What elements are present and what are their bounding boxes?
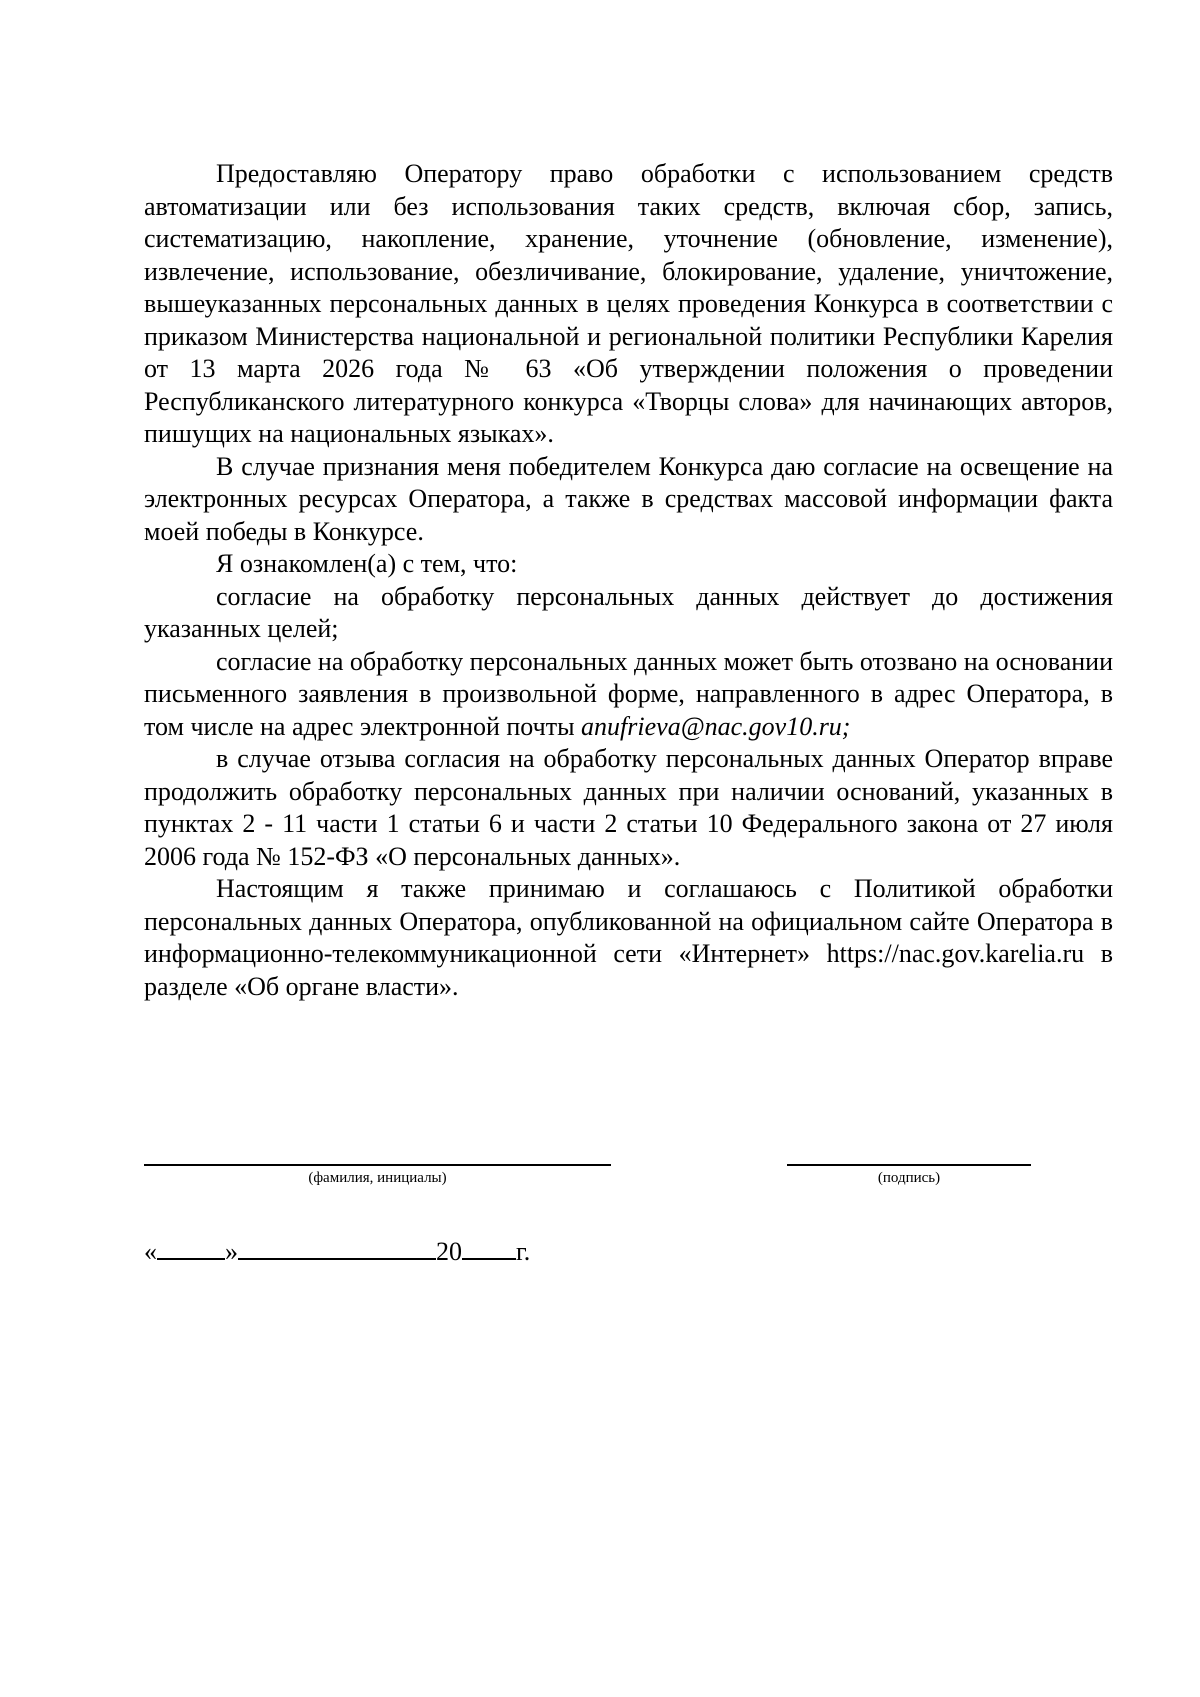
paragraph-after-revocation: в случае отзыва согласия на обработку персональных данных Оператор вправе продолжить обработку персональных данных при наличии оснований, указанных в пунктах 2 - 11 части 1 статьи 6 и части 2 статьи 10 Федерального закона от 27 июля 2006 года № 152-ФЗ «О персональных данных». [144, 744, 1113, 871]
paragraph-winner-publicity: В случае признания меня победителем Конкурса даю согласие на освещение на электронных ресурсах Оператора, а также в средствах массовой информации факта моей победы в Конкурсе. [144, 451, 1113, 546]
paragraph-validity: согласие на обработку персональных данных действует до достижения указанных целей; [144, 581, 1113, 643]
signature-caption: (подпись) [877, 1170, 941, 1186]
name-caption: (фамилия, инициалы) [308, 1170, 447, 1186]
name-signature-line [144, 1164, 611, 1166]
month-blank [238, 1232, 436, 1260]
day-blank [157, 1232, 225, 1260]
signature-line [787, 1164, 1031, 1166]
consent-body [144, 158, 1113, 1003]
year-prefix: 20 [436, 1237, 462, 1266]
paragraph-revocation [144, 646, 1113, 744]
paragraph-processing-rights: Предоставляю Оператору право обработки с использованием средств автоматизации или без использования таких средств, включая сбор, запись, систематизацию, накопление, хранение, уточнение (обновление, изменение), извлечение, использование, обезличивание, блокирование, удаление, уничтожение, вышеуказанных персональных данных в целях проведения Конкурса в соответствии с приказом Министерства национальной и региональной политики Республики Карелия от 13 марта 2026 года № 63 «Об утверждении положения о проведении Республиканского литературного конкурса «Творцы слова» для начинающих авторов, пишущих на национальных языках». [144, 159, 1113, 448]
revocation-text: согласие на обработку персональных данных может быть отозвано на основании письменного заявления в произвольной форме, направленного в адрес Оператора, в том числе на адрес электронной почты [144, 646, 1113, 741]
paragraph-acknowledged: Я ознакомлен(а) с тем, что: [216, 549, 518, 578]
date-close-quote: » [225, 1237, 238, 1266]
year-blank [462, 1232, 516, 1260]
date-open-quote: « [144, 1237, 157, 1266]
paragraph-privacy-policy: Настоящим я также принимаю и соглашаюсь с Политикой обработки персональных данных Оператора, опубликованной на официальном сайте Оператора в информационно-телекоммуникационной сети «Интернет» https://nac.gov.karelia.ru в разделе «Об органе власти». [144, 874, 1113, 1001]
operator-email: anufrieva@nac.gov10.ru; [581, 711, 851, 741]
year-suffix: г. [516, 1237, 531, 1266]
date-row [144, 1232, 530, 1268]
